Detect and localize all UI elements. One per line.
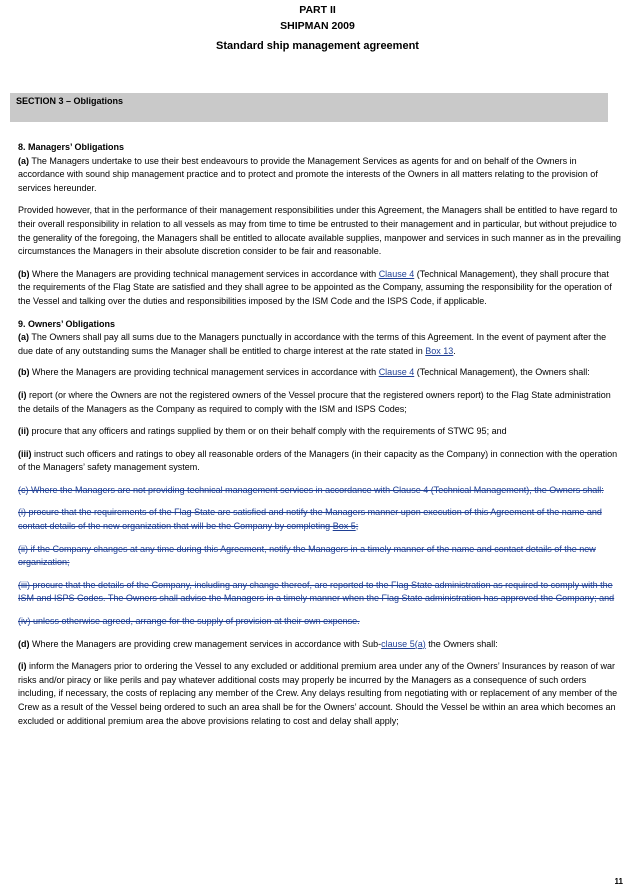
- part-label: PART II: [299, 4, 336, 16]
- clause-9b-ii-paragraph: (ii) procure that any officers and ratings supplied by them or on their behalf comply with the requirements of STWC 95; and: [18, 426, 507, 437]
- clause-9b-paragraph: (b) Where the Managers are providing technical management services in accordance with Clause 4 (Technical Management), the Owners shall:: [18, 367, 590, 378]
- page-number: 11: [614, 877, 623, 886]
- clause-8-heading: 8. Managers’ Obligations: [18, 142, 125, 152]
- deleted-clause-9c-i: (i) procure that the requirements of the Flag State are satisfied and notify the Managers manner upon execution of this Agreement of the name and contact details of the new organization that will be the Company by completing Box 5;: [18, 507, 602, 532]
- clause-label: (a): [18, 332, 29, 343]
- clause-9d-paragraph: (d) Where the Managers are providing crew management services in accordance with Sub-clause 5(a) the Owners shall:: [18, 638, 498, 649]
- clause-label: (b): [18, 367, 30, 378]
- document-title: SHIPMAN 2009: [280, 20, 355, 32]
- clause-9a-paragraph: (a) The Owners shall pay all sums due to the Managers punctually in accordance with the terms of this Agreement. In the event of payment after the due date of any outstanding sums the Manager shall be entitled to charge interest at the rate stated in Box 13.: [18, 332, 607, 356]
- clause-label: (i): [18, 661, 27, 672]
- clause-label: (d): [18, 638, 30, 649]
- section-header-bar: [10, 93, 608, 122]
- section-title: SECTION 3 – Obligations: [16, 96, 124, 106]
- clause-9b-i-paragraph: (i) report (or where the Owners are not the registered owners of the Vessel procure that the registered owners report) to the Flag State administration the details of the Managers as the Company as required to comply with the ISM and ISPS Codes;: [18, 389, 611, 414]
- clause-label: (ii): [18, 426, 29, 437]
- clause-4-link[interactable]: Clause 4: [378, 268, 415, 279]
- clause-5a-link[interactable]: clause 5(a): [381, 638, 426, 649]
- clause-label: (a): [18, 155, 29, 166]
- clause-9-heading: 9. Owners’ Obligations: [18, 318, 116, 329]
- deleted-clause-9c-ii: (ii) if the Company changes at any time during this Agreement, notify the Managers in a timely manner of the name and contact details of the new organization;: [18, 543, 596, 568]
- clause-9b-iii-paragraph: (iii) instruct such officers and ratings to obey all reasonable orders of the Managers (in their capacity as the Company) in connection with the operation of the Managers’ safety management system.: [18, 448, 618, 473]
- deleted-clause-9c: (c) Where the Managers are not providing technical management services in accordance with Clause 4 (Technical Management), the Owners shall:: [18, 484, 604, 495]
- clause-9d-i-paragraph: (i) inform the Managers prior to ordering the Vessel to any excluded or additional premium area under any of the Owners’ Insurances by reason of war risks and/or piracy or like perils and pay whatever additional costs may properly be incurred by the Managers as a consequence of such orders including, if necessary, the costs of replacing any member of the Crew. Any delays resulting from negotiating with or replacement of any member of the Crew as a result of the Vessel being ordered to such an area shall be for the Owners’ account. Should the Vessel be within an area which becomes an excluded or additional premium area the above provisions relating to cost and delay shall apply;: [18, 661, 618, 726]
- document-body: [18, 141, 622, 728]
- clause-4-link[interactable]: Clause 4: [378, 367, 415, 378]
- box-5-link[interactable]: Box 5: [332, 521, 356, 532]
- clause-label: (iii): [18, 448, 32, 459]
- deleted-clause-9c-iii: (iii) procure that the details of the Company, including any change thereof, are reported to the Flag State administration as required to comply with the ISM and ISPS Codes. The Owners shall advise the Managers in a timely manner when the Flag State administration has approved the Company; and: [18, 579, 615, 604]
- clause-label: (b): [18, 268, 30, 279]
- clause-8b-paragraph: (b) Where the Managers are providing technical management services in accordance with Clause 4 (Technical Management), they shall procure that the requirements of the Flag State are satisfied and they shall agree to be appointed as the Company, assuming the responsibility for the operation of the Vessel and talking over the duties and responsibilities imposed by the ISM Code and the ISPS Code, if applicable.: [18, 268, 612, 306]
- deleted-clause-9c-iv: (iv) unless otherwise agreed, arrange for the supply of provision at their own expense.: [18, 616, 360, 627]
- clause-8a-paragraph: (a) The Managers undertake to use their best endeavours to provide the Management Services as agents for and on behalf of the Owners in accordance with sound ship management practice and to protect and promote the interests of the Owners in all matters relating to the provision of services hereunder.: [18, 155, 598, 193]
- clause-label: (i): [18, 389, 27, 400]
- box-13-link[interactable]: Box 13: [425, 345, 454, 356]
- document-subtitle: Standard ship management agreement: [216, 40, 419, 52]
- clause-8-proviso: Provided however, that in the performance of their management responsibilities under this Agreement, the Managers shall be entitled to have regard to their overall responsibility in relation to all vessels as may from time to time be entrusted to their management and in particular, but without prejudice to the generality of the foregoing, the Managers shall be entitled to allocate available supplies, manpower and services in such manner as in the prevailing circumstances the Managers in their absolute discretion consider to be fair and reasonable.: [18, 205, 621, 257]
